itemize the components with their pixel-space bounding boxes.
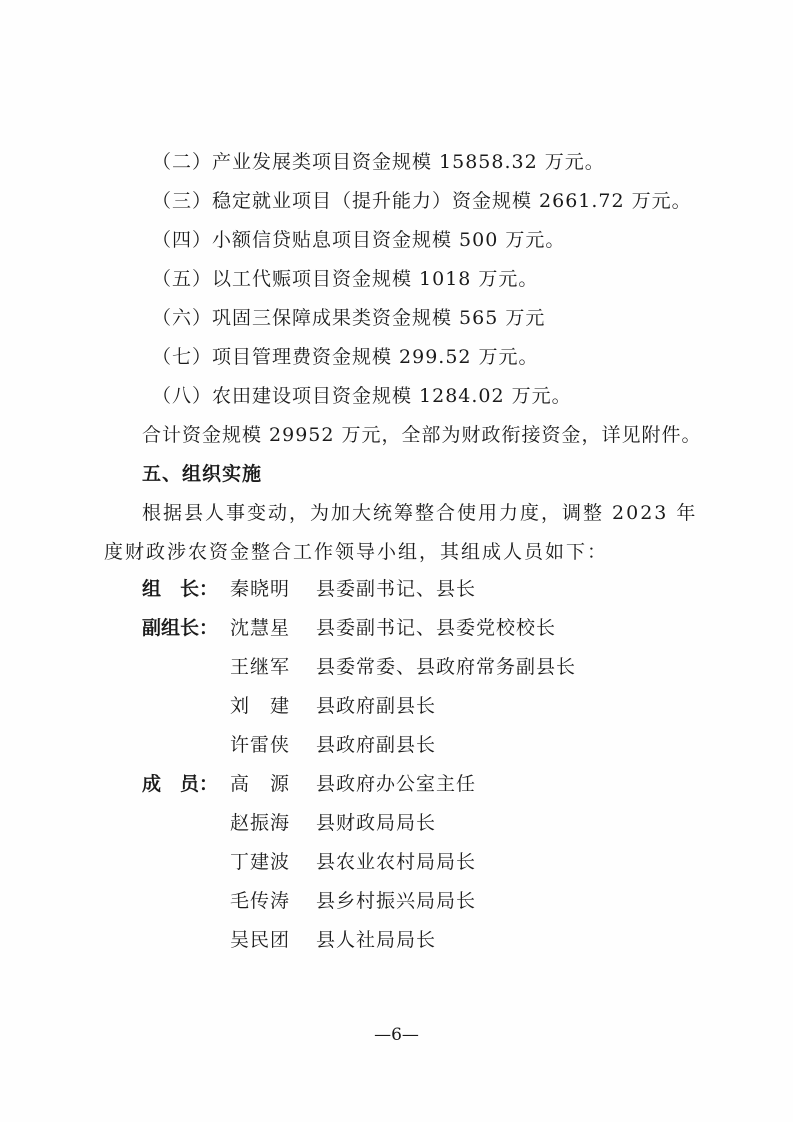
member-row: [0, 615, 793, 641]
member-row: [0, 888, 793, 914]
member-title: 县政府办公室主任: [316, 773, 477, 795]
fund-item: （四）小额信贷贴息项目资金规模 500 万元。: [152, 229, 566, 251]
member-role: 组 长：: [142, 578, 219, 600]
member-title: 县政府副县长: [316, 734, 437, 756]
member-title: 县政府副县长: [316, 695, 437, 717]
member-row: [0, 849, 793, 875]
member-row: [0, 732, 793, 758]
fund-item: （五）以工代赈项目资金规模 1018 万元。: [152, 268, 539, 290]
member-row: [0, 693, 793, 719]
member-row: [0, 771, 793, 797]
member-role: 成 员：: [142, 773, 219, 795]
member-name: 许雷侠: [230, 734, 291, 756]
paragraph-line: 度财政涉农资金整合工作领导小组，其组成人员如下：: [104, 541, 609, 563]
section-heading: 五、组织实施: [142, 463, 263, 485]
fund-item: （三）稳定就业项目（提升能力）资金规模 2661.72 万元。: [152, 190, 692, 212]
member-row: [0, 576, 793, 602]
member-name: 毛传涛: [230, 890, 291, 912]
member-title: 县农业农村局局长: [316, 851, 477, 873]
member-title: 县人社局局长: [316, 929, 437, 951]
member-name: 刘 建: [230, 695, 291, 717]
member-name: 王继军: [230, 656, 291, 678]
member-name: 丁建波: [230, 851, 291, 873]
fund-item: （二）产业发展类项目资金规模 15858.32 万元。: [152, 151, 605, 173]
member-role: 副组长：: [142, 617, 219, 639]
fund-item: （八）农田建设项目资金规模 1284.02 万元。: [152, 385, 572, 407]
page-number: —6—: [374, 1025, 419, 1045]
member-row: [0, 927, 793, 953]
member-row: [0, 810, 793, 836]
member-name: 沈慧星: [230, 617, 291, 639]
total-fund-line: 合计资金规模 29952 万元，全部为财政衔接资金，详见附件。: [142, 424, 702, 446]
fund-item: （七）项目管理费资金规模 299.52 万元。: [152, 346, 539, 368]
member-row: [0, 654, 793, 680]
paragraph-line: 根据县人事变动，为加大统筹整合使用力度，调整 2023 年: [142, 502, 698, 524]
member-title: 县委副书记、县长: [316, 578, 477, 600]
fund-item: （六）巩固三保障成果类资金规模 565 万元: [152, 307, 546, 329]
member-title: 县委副书记、县委党校校长: [316, 617, 557, 639]
member-name: 高 源: [230, 773, 291, 795]
member-title: 县委常委、县政府常务副县长: [316, 656, 577, 678]
member-name: 吴民团: [230, 929, 291, 951]
member-name: 赵振海: [230, 812, 291, 834]
member-title: 县乡村振兴局局长: [316, 890, 477, 912]
member-title: 县财政局局长: [316, 812, 437, 834]
member-name: 秦晓明: [230, 578, 291, 600]
